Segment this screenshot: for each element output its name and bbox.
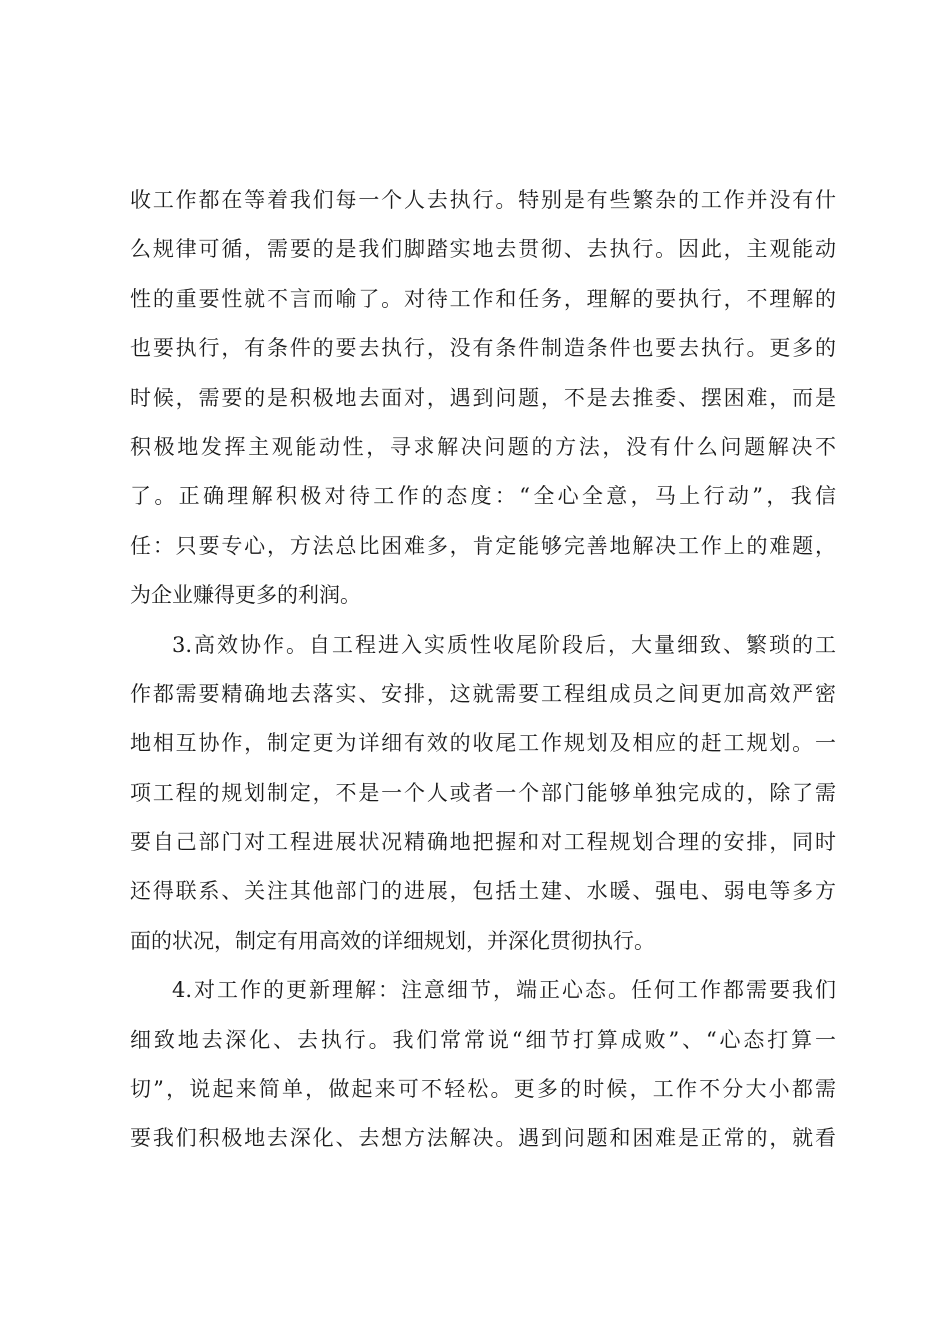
- text-line: 细致地去深化、去执行。我们常常说“细节打算成败”、“心态打算一: [130, 1027, 836, 1052]
- text-line: 还得联系、关注其他部门的进展，包括土建、水暖、强电、弱电等多方: [130, 879, 836, 904]
- text-line: 了。正确理解积极对待工作的态度：“全心全意，马上行动”，我信: [130, 484, 836, 509]
- text-line: 任：只要专心，方法总比困难多，肯定能够完善地解决工作上的难题，: [130, 533, 836, 558]
- paragraph-execution: [130, 185, 836, 630]
- text-line: 地相互协作，制定更为详细有效的收尾工作规划及相应的赶工规划。一: [130, 731, 836, 756]
- text-line: 项工程的规划制定，不是一个人或者一个部门能够单独完成的，除了需: [130, 780, 836, 805]
- paragraph-efficient-collaboration: [130, 630, 836, 976]
- text-line: 要自己部门对工程进展状况精确地把握和对工程规划合理的安排，同时: [130, 830, 836, 855]
- text-line: 也要执行，有条件的要去执行，没有条件制造条件也要去执行。更多的: [130, 336, 836, 361]
- text-line: 3.高效协作。自工程进入实质性收尾阶段后，大量细致、繁琐的工: [172, 632, 836, 657]
- text-line: 4.对工作的更新理解：注意细节，端正心态。任何工作都需要我们: [172, 978, 836, 1003]
- text-line: 面的状况，制定有用高效的详细规划，并深化贯彻执行。: [130, 928, 655, 953]
- text-line: 为企业赚得更多的利润。: [130, 583, 361, 608]
- paragraph-work-understanding: [130, 975, 836, 1173]
- text-line: 切”，说起来简单，做起来可不轻松。更多的时候，工作不分大小都需: [130, 1077, 836, 1102]
- text-line: 作都需要精确地去落实、安排，这就需要工程组成员之间更加高效严密: [130, 681, 836, 706]
- text-line: 么规律可循，需要的是我们脚踏实地去贯彻、去执行。因此，主观能动: [130, 237, 836, 262]
- text-line: 要我们积极地去深化、去想方法解决。遇到问题和困难是正常的，就看: [130, 1126, 836, 1151]
- text-line: 性的重要性就不言而喻了。对待工作和任务，理解的要执行，不理解的: [130, 286, 836, 311]
- text-line: 积极地发挥主观能动性，寻求解决问题的方法，没有什么问题解决不: [130, 434, 836, 459]
- text-line: 时候，需要的是积极地去面对，遇到问题，不是去推委、摆困难，而是: [130, 385, 836, 410]
- document-body: [130, 185, 836, 1173]
- text-line: 收工作都在等着我们每一个人去执行。特别是有些繁杂的工作并没有什: [130, 188, 836, 212]
